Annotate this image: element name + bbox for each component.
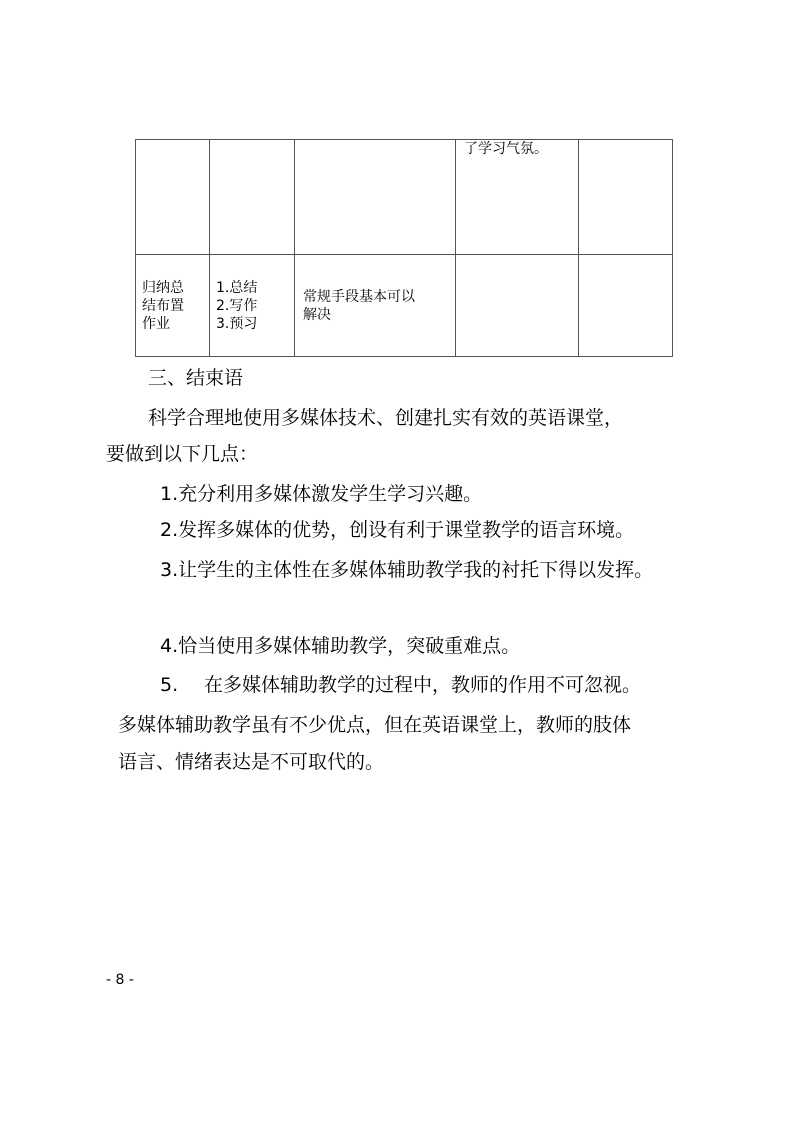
intro-line-1: 科学合理地使用多媒体技术、创建扎实有效的英语课堂， (148, 407, 624, 429)
point-2: 2.发挥多媒体的优势，创设有利于课堂教学的语言环境。 (160, 519, 635, 541)
point-5-line-3: 语言、情绪表达是不可取代的。 (118, 751, 385, 773)
table-row (136, 255, 673, 357)
section-heading: 三、结束语 (148, 367, 244, 389)
table-cell (136, 255, 210, 357)
table-cell (136, 140, 210, 255)
table-cell (295, 140, 456, 255)
table-cell (456, 255, 579, 357)
lesson-table (135, 139, 673, 357)
cell-text: 常规手段基本可以 解决 (303, 289, 415, 323)
point-5-line-2: 多媒体辅助教学虽有不少优点，但在英语课堂上，教师的肢体 (118, 714, 632, 736)
table-cell (456, 140, 579, 255)
table-row (136, 140, 673, 255)
cell-text (579, 140, 672, 144)
point-5-text: 在多媒体辅助教学的过程中，教师的作用不可忽视。 (204, 674, 642, 696)
cell-text: 归纳总 结布置 作业 (142, 280, 184, 332)
intro-line-2: 要做到以下几点： (106, 443, 259, 465)
table-cell (579, 255, 673, 357)
table-cell (210, 255, 295, 357)
cell-text (136, 140, 209, 144)
point-3: 3.让学生的主体性在多媒体辅助教学我的衬托下得以发挥。 (160, 559, 654, 581)
cell-text (295, 140, 455, 144)
cell-text: 了学习气氛。 (464, 141, 548, 157)
point-4: 4.恰当使用多媒体辅助教学，突破重难点。 (160, 635, 521, 657)
table-cell (295, 255, 456, 357)
point-1: 1.充分利用多媒体激发学生学习兴趣。 (160, 483, 483, 505)
page-number: - 8 - (106, 972, 134, 988)
cell-text: 1.总结 2.写作 3.预习 (216, 280, 258, 332)
cell-text (210, 140, 294, 144)
cell-text (456, 255, 578, 259)
table-cell (579, 140, 673, 255)
point-5-number: 5. (160, 674, 179, 696)
cell-text (579, 255, 672, 259)
table-cell (210, 140, 295, 255)
